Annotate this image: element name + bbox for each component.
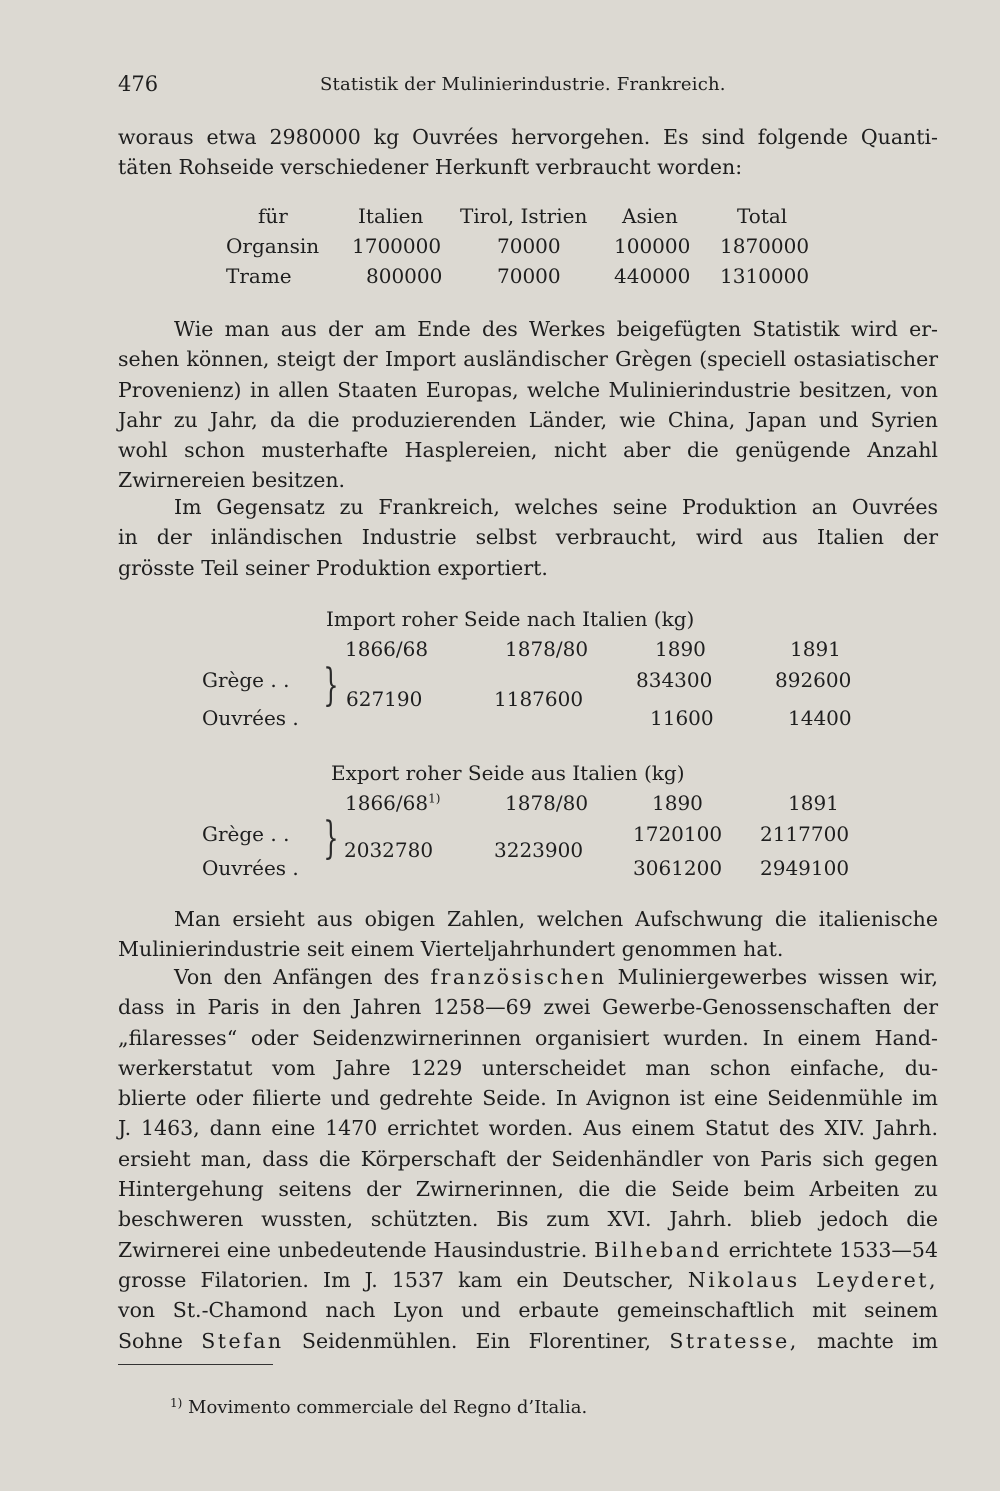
table-cell: 800000 [366, 264, 443, 288]
text-line: Zwirnereien besitzen. [118, 468, 346, 493]
text-line: blierte oder filierte und gedrehte Seide. In Avignon ist eine Seidenmühle im [118, 1086, 938, 1111]
text-line: sehen können, steigt der Import ausländischer Grègen (speciell ostasiatischer [118, 347, 938, 372]
footnote-text: Movimento commerciale del Regno d’Italia. [182, 1397, 588, 1418]
spaced-emphasis: Stefan [201, 1328, 284, 1353]
table-title: Export roher Seide aus Italien (kg) [331, 761, 685, 785]
table-cell: 440000 [614, 264, 691, 288]
table-cell: 1870000 [720, 234, 810, 258]
footnote [170, 1396, 587, 1418]
table-cell: 892600 [775, 668, 852, 692]
table-header-cell: Italien [358, 204, 424, 228]
spaced-emphasis: Nikolaus Leyderet, [687, 1267, 938, 1292]
paragraph-1 [118, 122, 938, 183]
text-line: werkerstatut vom Jahre 1229 unterscheidet man schon einfache, du- [118, 1055, 938, 1080]
table-row-label: Grège . . [202, 668, 290, 692]
spaced-emphasis: Bilheband [594, 1237, 722, 1262]
paragraph-4 [118, 904, 938, 965]
footnote-rule [118, 1364, 273, 1365]
table-header-cell: 1891 [790, 637, 841, 661]
spaced-emphasis: Stratesse, [669, 1328, 799, 1353]
table-header-cell: 1866/68$^{1)}$ [345, 791, 441, 815]
table-row-label: Organsin [226, 234, 320, 258]
text-line: Provenienz) in allen Staaten Europas, welche Mulinierindustrie besitzen, von [118, 377, 938, 402]
table-header-cell: für [258, 204, 288, 228]
text-line: Wie man aus der am Ende des Werkes beigefügten Statistik wird er- [174, 317, 938, 341]
table-header-cell: Total [737, 204, 788, 228]
text-line: Sohne Stefan Seidenmühlen. Ein Florentiner, Stratesse, machte im [118, 1328, 938, 1353]
text-line: Von den Anfängen des französischen Muliniergewerbes wissen wir, [174, 965, 938, 989]
table-header-cell: 1866/68 [345, 637, 429, 661]
table-cell: 70000 [497, 264, 561, 288]
text-line: grosse Filatorien. Im J. 1537 kam ein Deutscher, Nikolaus Leyderet, [118, 1267, 938, 1292]
table-cell: 70000 [497, 234, 561, 258]
table-cell: 627190 [346, 687, 423, 711]
text-line: Im Gegensatz zu Frankreich, welches seine Produktion an Ouvrées [174, 495, 938, 519]
table-cell: 1700000 [352, 234, 442, 258]
table-cell: 1720100 [633, 822, 723, 846]
text-line: wohl schon musterhafte Hasplereien, nicht aber die genügende Anzahl [118, 438, 938, 463]
text-line: Zwirnerei eine unbedeutende Hausindustrie. Bilheband errichtete 1533—54 [118, 1237, 938, 1262]
text-line: „filaresses“ oder Seidenzwirnerinnen organisiert wurden. In einem Hand- [118, 1025, 938, 1050]
text-line: grösste Teil seiner Produktion exportiert. [118, 555, 548, 580]
table-header-cell: Tirol, Istrien [460, 204, 588, 228]
text-line: von St.-Chamond nach Lyon und erbaute gemeinschaftlich mit seinem [118, 1298, 938, 1323]
text-line: Hintergehung seitens der Zwirnerinnen, die die Seide beim Arbeiten zu [118, 1177, 938, 1202]
page-number: 476 [118, 72, 159, 96]
running-header [118, 72, 938, 102]
text-line: in der inländischen Industrie selbst verbraucht, wird aus Italien der [118, 525, 938, 550]
table-cell: 14400 [788, 706, 852, 730]
text-line: beschweren wussten, schützten. Bis zum XVI. Jahrh. blieb jedoch die [118, 1207, 938, 1232]
running-title: Statistik der Mulinierindustrie. Frankreich. [320, 74, 726, 95]
paragraph-2 [118, 314, 938, 496]
table-row-label: Ouvrées . [202, 706, 299, 730]
text-line: täten Rohseide verschiedener Herkunft verbraucht worden: [118, 155, 743, 180]
table-header-cell: Asien [622, 204, 678, 228]
table-cell: 1187600 [494, 687, 584, 711]
table-cell: 100000 [614, 234, 691, 258]
footnote-mark: 1) [428, 791, 441, 806]
table-row-label: Trame [226, 264, 292, 288]
table-row-label: Grège . . [202, 822, 290, 846]
text-line: Jahr zu Jahr, da die produzierenden Länder, wie China, Japan und Syrien [118, 407, 938, 432]
paragraph-3 [118, 492, 938, 583]
table-cell: 3061200 [633, 856, 723, 880]
table-cell: 1310000 [720, 264, 810, 288]
table-cell: 2117700 [760, 822, 850, 846]
table-header-cell: 1878/80 [505, 637, 589, 661]
table-cell: 11600 [650, 706, 714, 730]
text-line: ersieht man, dass die Körperschaft der Seidenhändler von Paris sich gegen [118, 1146, 938, 1171]
table-cell: 3223900 [494, 838, 584, 862]
table-cell: 2032780 [344, 838, 434, 862]
brace-icon: } [323, 660, 339, 711]
footnote-mark: 1) [170, 1396, 183, 1410]
table-header-cell: 1878/80 [505, 791, 589, 815]
text-line: woraus etwa 2980000 kg Ouvrées hervorgehen. Es sind folgende Quanti- [118, 125, 938, 149]
table-header-cell: 1891 [788, 791, 839, 815]
text-line: Mulinierindustrie seit einem Vierteljahrhundert genommen hat. [118, 937, 784, 962]
text-line: J. 1463, dann eine 1470 errichtet worden. Aus einem Statut des XIV. Jahrh. [118, 1116, 938, 1141]
table-cell: 834300 [636, 668, 713, 692]
paragraph-5 [118, 962, 938, 1356]
table-cell: 2949100 [760, 856, 850, 880]
text-line: dass in Paris in den Jahren 1258—69 zwei Gewerbe-Genossenschaften der [118, 995, 938, 1020]
text-line: Man ersieht aus obigen Zahlen, welchen Aufschwung die italienische [174, 907, 938, 931]
spaced-emphasis: französischen [430, 965, 607, 989]
table-header-cell: 1890 [655, 637, 706, 661]
table-row-label: Ouvrées . [202, 856, 299, 880]
brace-icon: } [323, 813, 339, 864]
table-header-cell: 1890 [652, 791, 703, 815]
table-title: Import roher Seide nach Italien (kg) [326, 607, 695, 631]
